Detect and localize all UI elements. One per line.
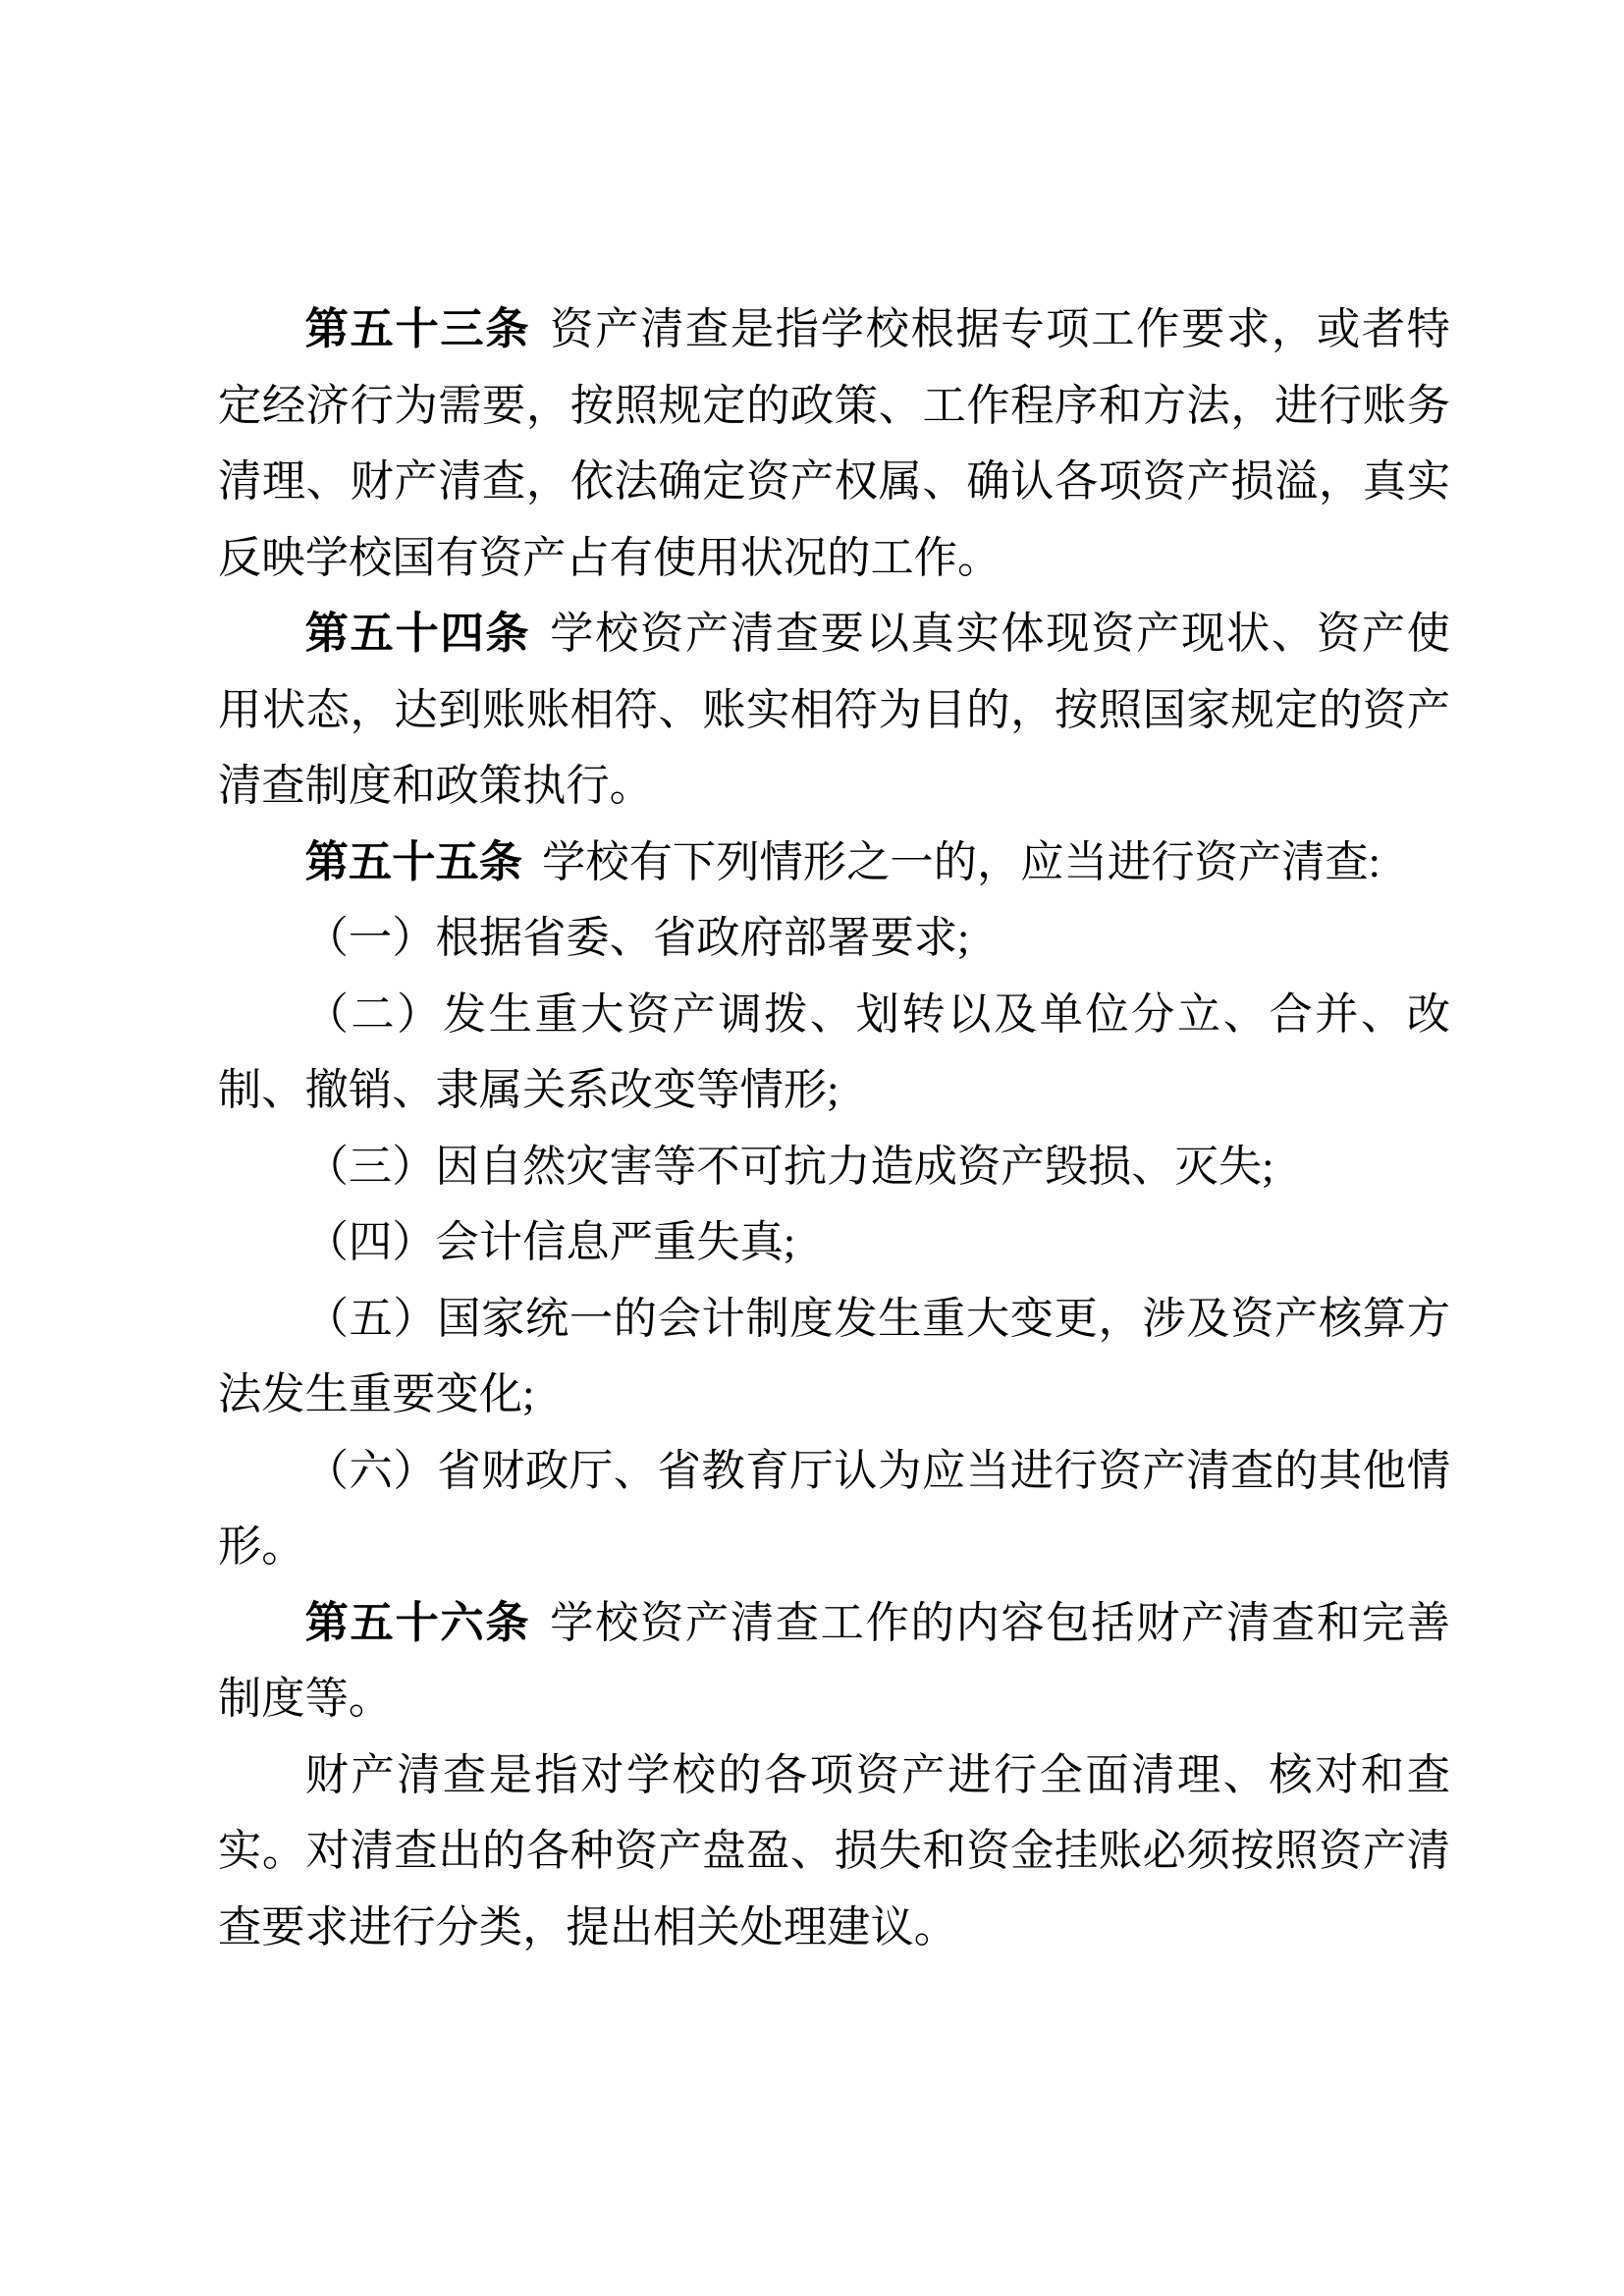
paragraph <box>218 1204 1450 1281</box>
paragraph-text: （二）发生重大资产调拨、划转以及单位分立、合并、改制、撤销、隶属关系改变等情形; <box>218 989 1450 1114</box>
article-number: 第五十三条 <box>304 305 531 353</box>
article-number: 第五十六条 <box>304 1598 531 1647</box>
paragraph <box>218 1585 1450 1737</box>
paragraph-text: 财产清查是指对学校的各项资产进行全面清理、核对和查实。对清查出的各种资产盘盈、损失和资金挂账必须按照资产清查要求进行分类，提出相关处理建议。 <box>218 1750 1450 1951</box>
article-number: 第五十五条 <box>304 837 523 886</box>
paragraph <box>218 825 1450 901</box>
paragraph-text: （四）会计信息严重失真; <box>304 1218 796 1266</box>
paragraph-text: 资产清查是指学校根据专项工作要求，或者特定经济行为需要，按照规定的政策、工作程序和方法，进行账务清理、财产清查，依法确定资产权属、确认各项资产损溢，真实反映学校国有资产占有使用状况的工作。 <box>218 305 1450 582</box>
document-body <box>218 292 1450 1965</box>
paragraph <box>218 1281 1450 1433</box>
paragraph-text: （一）根据省委、省政府部署要求; <box>304 914 970 962</box>
paragraph <box>218 596 1450 825</box>
paragraph <box>218 1433 1450 1585</box>
article-number: 第五十四条 <box>304 610 531 658</box>
paragraph <box>218 1129 1450 1205</box>
paragraph-text: 学校资产清查工作的内容包括财产清查和完善制度等。 <box>218 1598 1450 1723</box>
paragraph-text: （三）因自然灾害等不可抗力造成资产毁损、灭失; <box>304 1142 1274 1191</box>
paragraph <box>218 292 1450 596</box>
paragraph-text: （六）省财政厅、省教育厅认为应当进行资产清查的其他情形。 <box>218 1446 1450 1571</box>
paragraph <box>218 1737 1450 1966</box>
paragraph-text: 学校资产清查要以真实体现资产现状、资产使用状态，达到账账相符、账实相符为目的，按照国家规定的资产清查制度和政策执行。 <box>218 610 1450 810</box>
paragraph-text: 学校有下列情形之一的，应当进行资产清查: <box>542 837 1380 886</box>
paragraph <box>218 977 1450 1129</box>
paragraph-text: （五）国家统一的会计制度发生重大变更，涉及资产核算方法发生重要变化; <box>218 1294 1450 1418</box>
paragraph <box>218 900 1450 977</box>
